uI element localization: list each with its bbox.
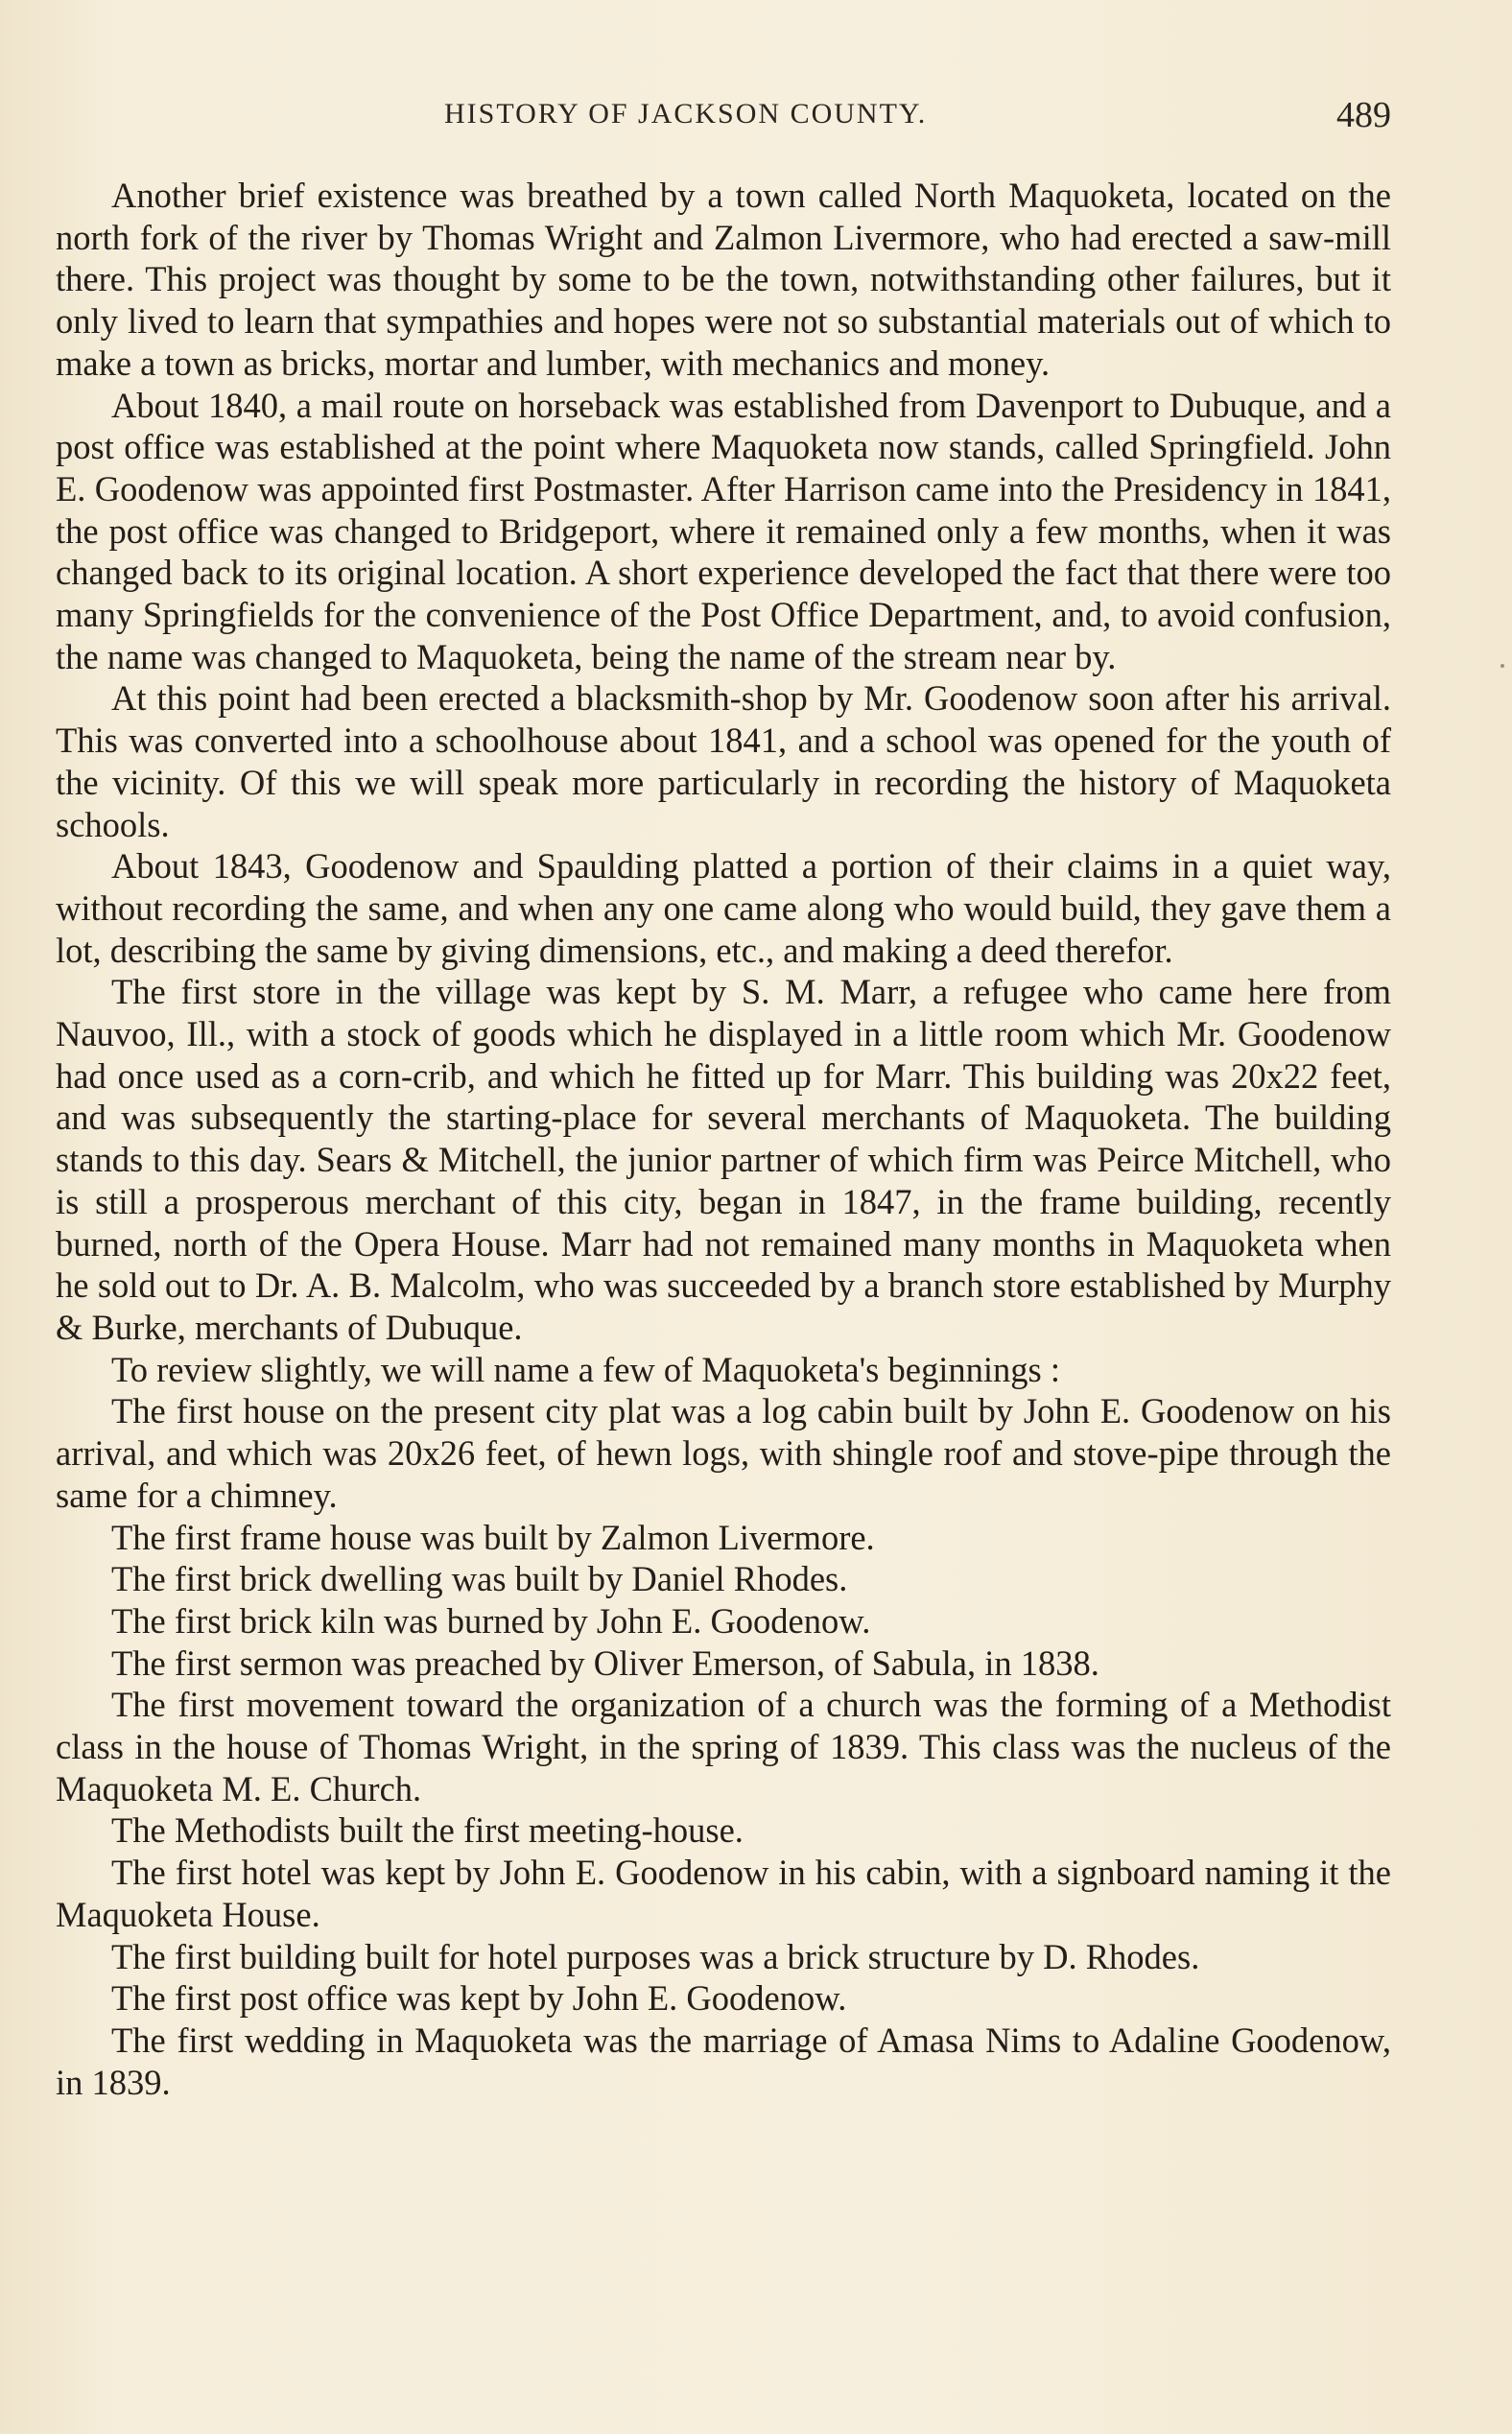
paragraph-first-wedding: The first wedding in Maquoketa was the marriage of Amasa Nims to Adaline Goodenow, in 1839. xyxy=(56,2020,1391,2102)
paragraph-blacksmith-shop: At this point had been erected a blacksmith-shop by Mr. Goodenow soon after his arrival. This was converted into a schoolhouse about 1841, and a school was opened for the youth of the vicinity. Of this we will speak more particularly in recording the history of Maquoketa schools. xyxy=(56,678,1391,844)
margin-speck xyxy=(1500,664,1504,668)
paragraph-north-maquoketa: Another brief existence was breathed by a town called North Maquoketa, located on the north fork of the river by Thomas Wright and Zalmon Livermore, who had erected a saw-mill there. This project was thought by some to be the town, notwithstanding other failures, but it only lived to learn that sympathies and hopes were not so substantial materials out of which to make a town as bricks, mortar and lumber, with mechanics and money. xyxy=(56,176,1391,383)
page-header xyxy=(56,94,1391,142)
paragraph-first-brick-kiln: The first brick kiln was burned by John E. Goodenow. xyxy=(111,1600,871,1641)
paragraph-review-intro: To review slightly, we will name a few of Maquoketa's beginnings : xyxy=(111,1349,1060,1389)
paragraph-first-meeting-house: The Methodists built the first meeting-house. xyxy=(111,1810,744,1851)
paragraph-first-hotel: The first hotel was kept by John E. Goodenow in his cabin, with a signboard naming it the Maquoketa House. xyxy=(56,1853,1391,1934)
page-number: 489 xyxy=(1336,95,1391,135)
paragraph-first-brick-dwelling: The first brick dwelling was built by Daniel Rhodes. xyxy=(111,1559,848,1599)
paragraph-first-post-office: The first post office was kept by John E. Goodenow. xyxy=(111,1978,847,2019)
paragraph-first-store: The first store in the village was kept by S. M. Marr, a refugee who came here from Nauvoo, Ill., with a stock of goods which he displayed in a little room which Mr. Goodenow had once used as a corn-crib, and which he fitted up for Marr. This building was 20x22 feet, and was subsequently the starting-place for several merchants of Maquoketa. The building stands to this day. Sears & Mitchell, the junior partner of which firm was Peirce Mitchell, who is still a prosperous merchant of this city, began in 1847, in the frame building, recently burned, north of the Opera House. Marr had not remained many months in Maquoketa when he sold out to Dr. A. B. Malcolm, who was succeeded by a branch store established by Murphy & Burke, merchants of Dubuque. xyxy=(56,972,1391,1347)
paragraph-first-church-movement: The first movement toward the organization of a church was the forming of a Methodist class in the house of Thomas Wright, in the spring of 1839. This class was the nucleus of the Maquoketa M. E. Church. xyxy=(56,1685,1391,1808)
paragraph-first-house: The first house on the present city plat was a log cabin built by John E. Goodenow on his arrival, and which was 20x26 feet, of hewn logs, with shingle roof and stove-pipe through the same for a chimney. xyxy=(56,1391,1391,1515)
paragraph-first-sermon: The first sermon was preached by Oliver Emerson, of Sabula, in 1838. xyxy=(111,1642,1099,1683)
paragraph-mail-route: About 1840, a mail route on horseback was established from Davenport to Dubuque, and a post office was established at the point where Maquoketa now stands, called Springfield. John E. Goodenow was appointed first Postmaster. After Harrison came into the Presidency in 1841, the post office was changed to Bridgeport, where it remained only a few months, when it was changed back to its original location. A short experience developed the fact that there were too many Springfields for the convenience of the Post Office Department, and, to avoid confusion, the name was changed to Maquoketa, being the name of the stream near by. xyxy=(56,385,1391,676)
body-text xyxy=(56,175,1391,2103)
paragraph-first-frame-house: The first frame house was built by Zalmon Livermore. xyxy=(111,1517,875,1557)
running-title: HISTORY OF JACKSON COUNTY. xyxy=(444,98,928,130)
paragraph-platting: About 1843, Goodenow and Spaulding platted a portion of their claims in a quiet way, without recording the same, and when any one came along who would build, they gave them a lot, describing the same by giving dimensions, etc., and making a deed therefor. xyxy=(56,846,1391,970)
paragraph-first-hotel-building: The first building built for hotel purposes was a brick structure by D. Rhodes. xyxy=(111,1936,1200,1976)
